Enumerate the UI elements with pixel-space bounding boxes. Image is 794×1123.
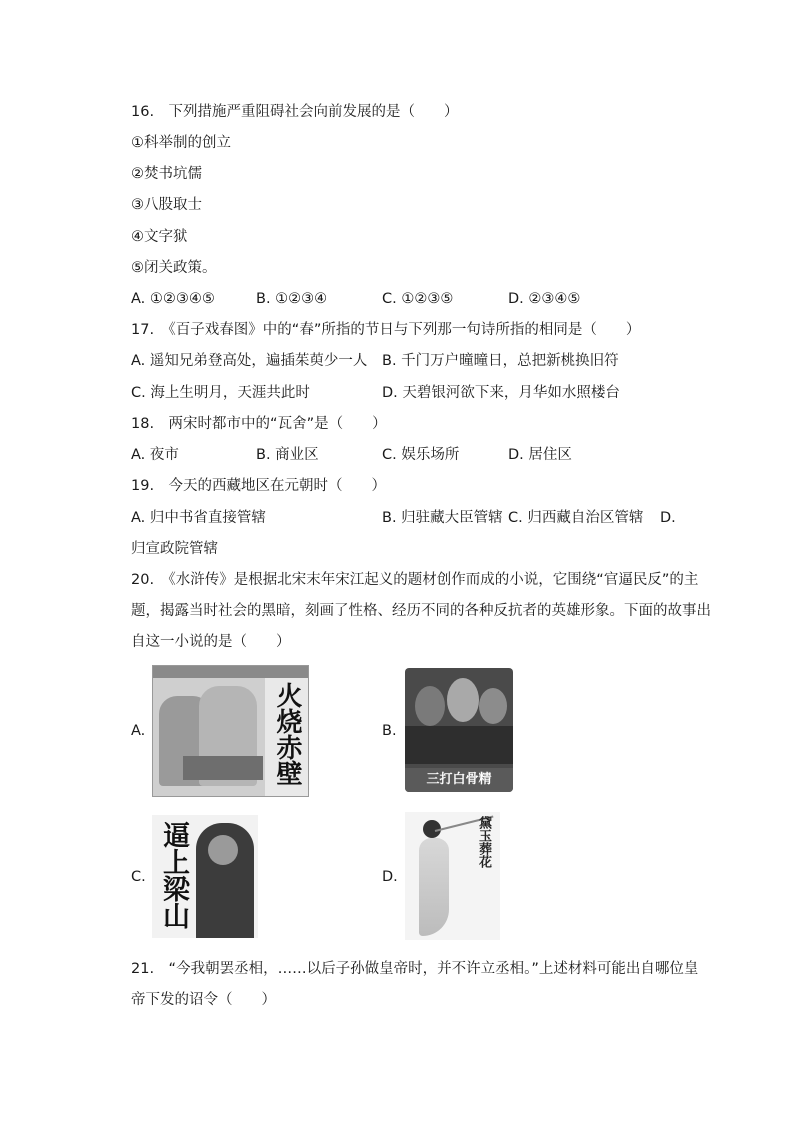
q20-option-a-image-title: 火烧赤壁 [272, 682, 302, 786]
q16-option-c: C. ①②③⑤ [382, 291, 454, 307]
q19-stem: 19. 今天的西藏地区在元朝时（ ） [131, 478, 387, 494]
q17-option-c: C. 海上生明月，天涯共此时 [131, 385, 310, 401]
q16-option-b: B. ①②③④ [256, 291, 328, 307]
q18-option-a: A. 夜市 [131, 447, 179, 463]
q16-item-3: ③八股取士 [131, 197, 202, 213]
q16-item-5: ⑤闭关政策。 [131, 260, 217, 276]
q18-option-d: D. 居住区 [508, 447, 572, 463]
q20-option-d-label: D. [382, 869, 398, 885]
q21-stem-line-1: 21. “今我朝罢丞相，……以后子孙做皇帝时，并不许立丞相。”上述材料可能出自哪位皇 [131, 961, 699, 977]
q19-option-d: D. [660, 510, 676, 526]
q16-option-d: D. ②③④⑤ [508, 291, 581, 307]
q20-option-a-image [152, 665, 309, 797]
q19-option-a: A. 归中书省直接管辖 [131, 510, 266, 526]
q16-option-a: A. ①②③④⑤ [131, 291, 215, 307]
q20-stem-line-1: 20. 《水浒传》是根据北宋末年宋江起义的题材创作而成的小说，它围绕“官逼民反”的主 [131, 572, 699, 588]
q19-option-d-text: 归宣政院管辖 [131, 541, 218, 557]
q19-option-b: B. 归驻藏大臣管辖 [382, 510, 503, 526]
q20-option-c-label: C. [131, 869, 146, 885]
q17-option-d: D. 天碧银河欲下来，月华如水照楼台 [382, 385, 620, 401]
q20-option-d-image-title: 黛玉葬花 [476, 816, 491, 868]
q17-stem: 17. 《百子戏春图》中的“春”所指的节日与下列那一句诗所指的相同是（ ） [131, 322, 641, 338]
q18-stem: 18. 两宋时都市中的“瓦舍”是（ ） [131, 416, 387, 432]
q17-option-a: A. 遥知兄弟登高处，遍插茱萸少一人 [131, 353, 368, 369]
q18-option-c: C. 娱乐场所 [382, 447, 460, 463]
q16-item-1: ①科举制的创立 [131, 135, 231, 151]
q18-option-b: B. 商业区 [256, 447, 319, 463]
q20-option-a-label: A. [131, 723, 146, 739]
q16-item-4: ④文字狱 [131, 229, 188, 245]
q20-option-b-label: B. [382, 723, 397, 739]
q16-stem: 16. 下列措施严重阻碍社会向前发展的是（ ） [131, 104, 459, 120]
q20-stem-line-2: 题，揭露当时社会的黑暗，刻画了性格、经历不同的各种反抗者的英雄形象。下面的故事出 [131, 603, 711, 619]
q21-stem-line-2: 帝下发的诏令（ ） [131, 992, 276, 1008]
q20-option-c-image-title: 逼上梁山 [158, 821, 189, 929]
q16-item-2: ②焚书坑儒 [131, 166, 202, 182]
q20-option-d-image [405, 812, 500, 940]
q17-option-b: B. 千门万户曈曈日，总把新桃换旧符 [382, 353, 619, 369]
q20-option-b-image-title: 三打白骨精 [426, 772, 492, 787]
q20-stem-line-3: 自这一小说的是（ ） [131, 634, 291, 650]
q19-option-c: C. 归西藏自治区管辖 [508, 510, 644, 526]
q20-option-c-image [152, 815, 258, 938]
q20-option-b-image [405, 668, 513, 792]
